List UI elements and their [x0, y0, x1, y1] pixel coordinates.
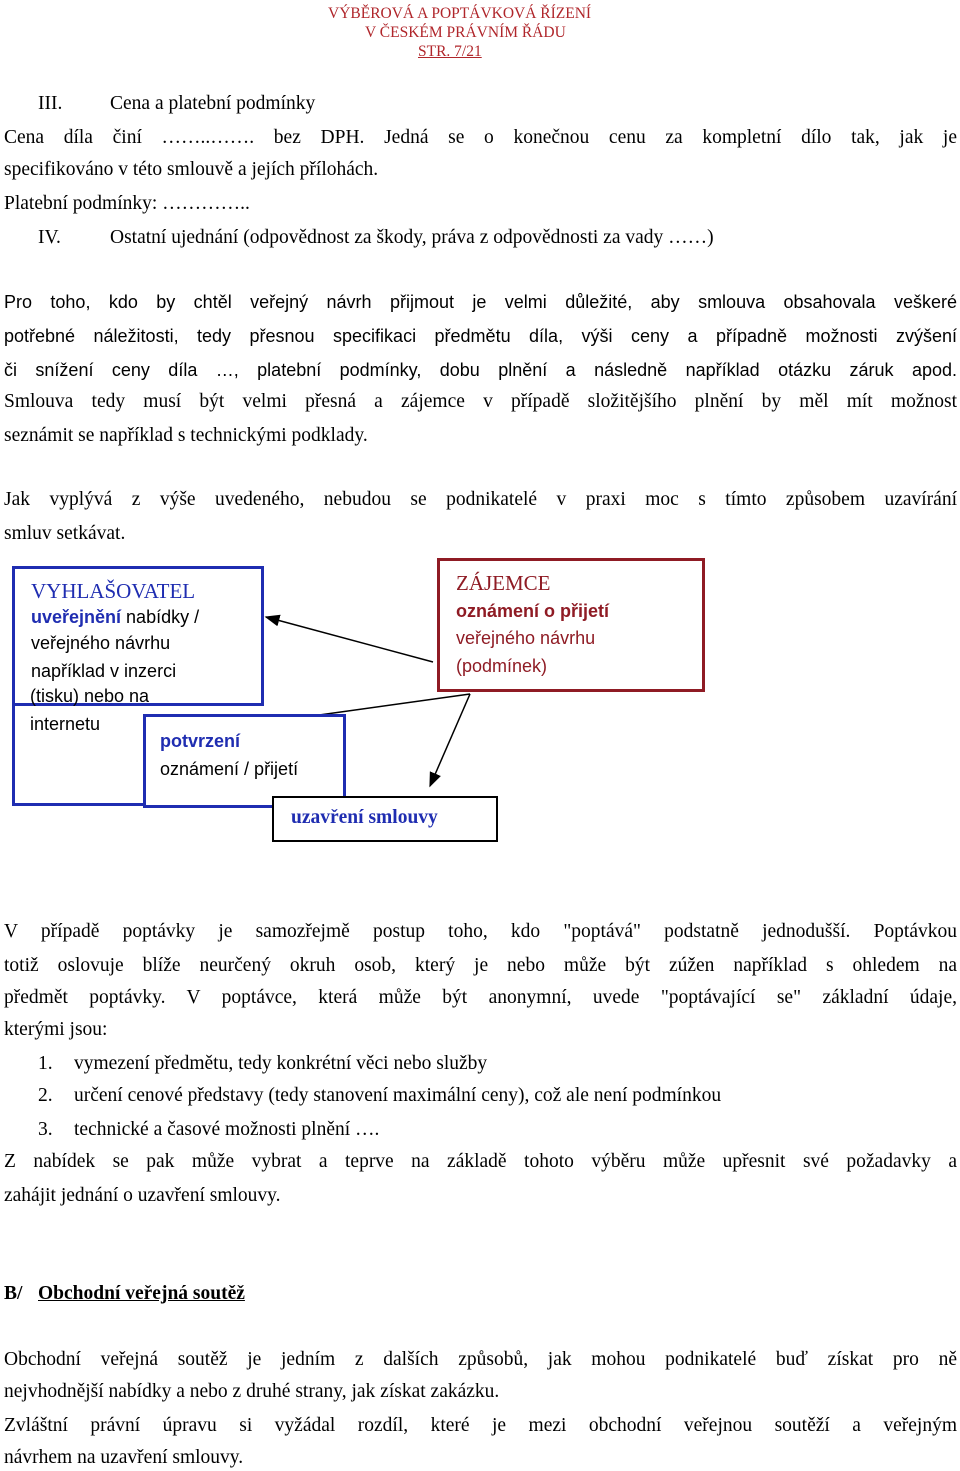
header-title: VÝBĚROVÁ A POPTÁVKOVÁ ŘÍZENÍ	[328, 5, 592, 22]
header-page-number: STR. 7/21	[418, 43, 482, 60]
para1-line: Pro toho, kdo by chtěl veřejný návrh přijmout je velmi důležité, aby smlouva obsahovala veškeré	[4, 292, 957, 312]
announcer-line2: veřejného návrhu	[31, 633, 171, 653]
list-item-number: 1.	[38, 1053, 53, 1074]
announcer-rest: nabídky /	[121, 607, 200, 627]
list-item-number: 2.	[38, 1085, 53, 1106]
para3-line: kterými jsou:	[4, 1019, 108, 1040]
para5-line: návrhem na uzavření smlouvy.	[4, 1447, 244, 1468]
applicant-line3: (podmínek)	[456, 656, 548, 676]
list-item-text: technické a časové možnosti plnění ….	[74, 1119, 380, 1140]
para1-line: potřebné náležitosti, tedy přesnou specifikaci předmětu díla, výši ceny a případně možnosti zvýšení	[4, 326, 957, 346]
confirm-line2: oznámení / přijetí	[160, 759, 299, 779]
announcer-line5: internetu	[30, 714, 101, 734]
applicant-bold: oznámení o přijetí	[456, 601, 610, 621]
arrow-applicant-to-confirm	[312, 694, 470, 716]
para3-line: V případě poptávky je samozřejmě postup toho, kdo "poptává" podstatně jednodušší. Poptávkou	[4, 921, 957, 942]
confirm-bold: potvrzení	[160, 731, 241, 751]
announcer-box-bottom	[12, 803, 152, 806]
announcer-title: VYHLAŠOVATEL	[31, 579, 196, 603]
announcer-line4: (tisku) nebo na	[30, 686, 150, 706]
announcer-bold: uveřejnění	[31, 607, 122, 627]
section3-payment: Platební podmínky: …………..	[4, 193, 250, 214]
section3-price: Cena díla činí ……..……. bez DPH. Jedná se o konečnou cenu za kompletní dílo tak, jak je	[4, 127, 957, 148]
para5-line: nejvhodnější nabídky a nebo z druhé strany, jak získat zakázku.	[4, 1381, 500, 1402]
section3-price-cont: specifikováno v této smlouvě a jejích přílohách.	[4, 159, 379, 180]
section4-title: Ostatní ujednání (odpovědnost za škody, práva z odpovědnosti za vady ……)	[110, 227, 714, 248]
para1-line: seznámit se například s technickými podklady.	[4, 425, 368, 446]
para1-line: Smlouva tedy musí být velmi přesná a zájemce v případě složitějšího plnění by měl mít možnost	[4, 391, 957, 412]
sectionB-label: B/	[4, 1283, 23, 1304]
header-subtitle: V ČESKÉM PRÁVNÍM ŘÁDU	[365, 24, 566, 41]
announcer-line1	[31, 607, 199, 628]
para2-line: Jak vyplývá z výše uvedeného, nebudou se podnikatelé v praxi moc s tímto způsobem uzavírání	[4, 489, 957, 510]
list-item-text: určení cenové představy (tedy stanovení maximální ceny), což ale není podmínkou	[74, 1085, 722, 1106]
applicant-line2: veřejného návrhu	[456, 628, 596, 648]
sectionB-title: Obchodní veřejná soutěž	[38, 1283, 245, 1304]
section3-title: Cena a platební podmínky	[110, 93, 316, 114]
confirm-box	[143, 714, 346, 808]
applicant-box	[437, 558, 705, 692]
announcer-line3: například v inzerci	[31, 661, 177, 681]
para3-line: totiž oslovuje blíže neurčený okruh osob, který je nebo může být zúžen například s ohledem na	[4, 955, 957, 976]
para2-line: smluv setkávat.	[4, 523, 126, 544]
para4-line: Z nabídek se pak může vybrat a teprve na základě tohoto výběru může upřesnit své požadavky a	[4, 1151, 957, 1172]
para1-line: či snížení ceny díla …, platební podmínky, dobu plnění a následně například otázku záruk apod.	[4, 360, 957, 380]
arrow-applicant-to-contract	[430, 694, 470, 786]
announcer-box	[12, 566, 264, 706]
list-item-number: 3.	[38, 1119, 53, 1140]
para3-line: předmět poptávky. V poptávce, která může být anonymní, uvede "poptávající se" základní údaje,	[4, 987, 957, 1008]
applicant-title: ZÁJEMCE	[456, 571, 551, 595]
para4-line: zahájit jednání o uzavření smlouvy.	[4, 1185, 281, 1206]
para5-line: Zvláštní právní úpravu si vyžádal rozdíl, které je mezi obchodní veřejnou soutěží a veřejným	[4, 1415, 957, 1436]
contract-box	[272, 796, 498, 842]
section4-number: IV.	[38, 227, 61, 248]
contract-label: uzavření smlouvy	[291, 807, 438, 828]
section3-number: III.	[38, 93, 63, 114]
arrow-applicant-to-announcer	[266, 617, 433, 662]
list-item-text: vymezení předmětu, tedy konkrétní věci nebo služby	[74, 1053, 488, 1074]
para5-line: Obchodní veřejná soutěž je jedním z dalších způsobů, jak mohou podnikatelé buď získat pro ně	[4, 1349, 957, 1370]
